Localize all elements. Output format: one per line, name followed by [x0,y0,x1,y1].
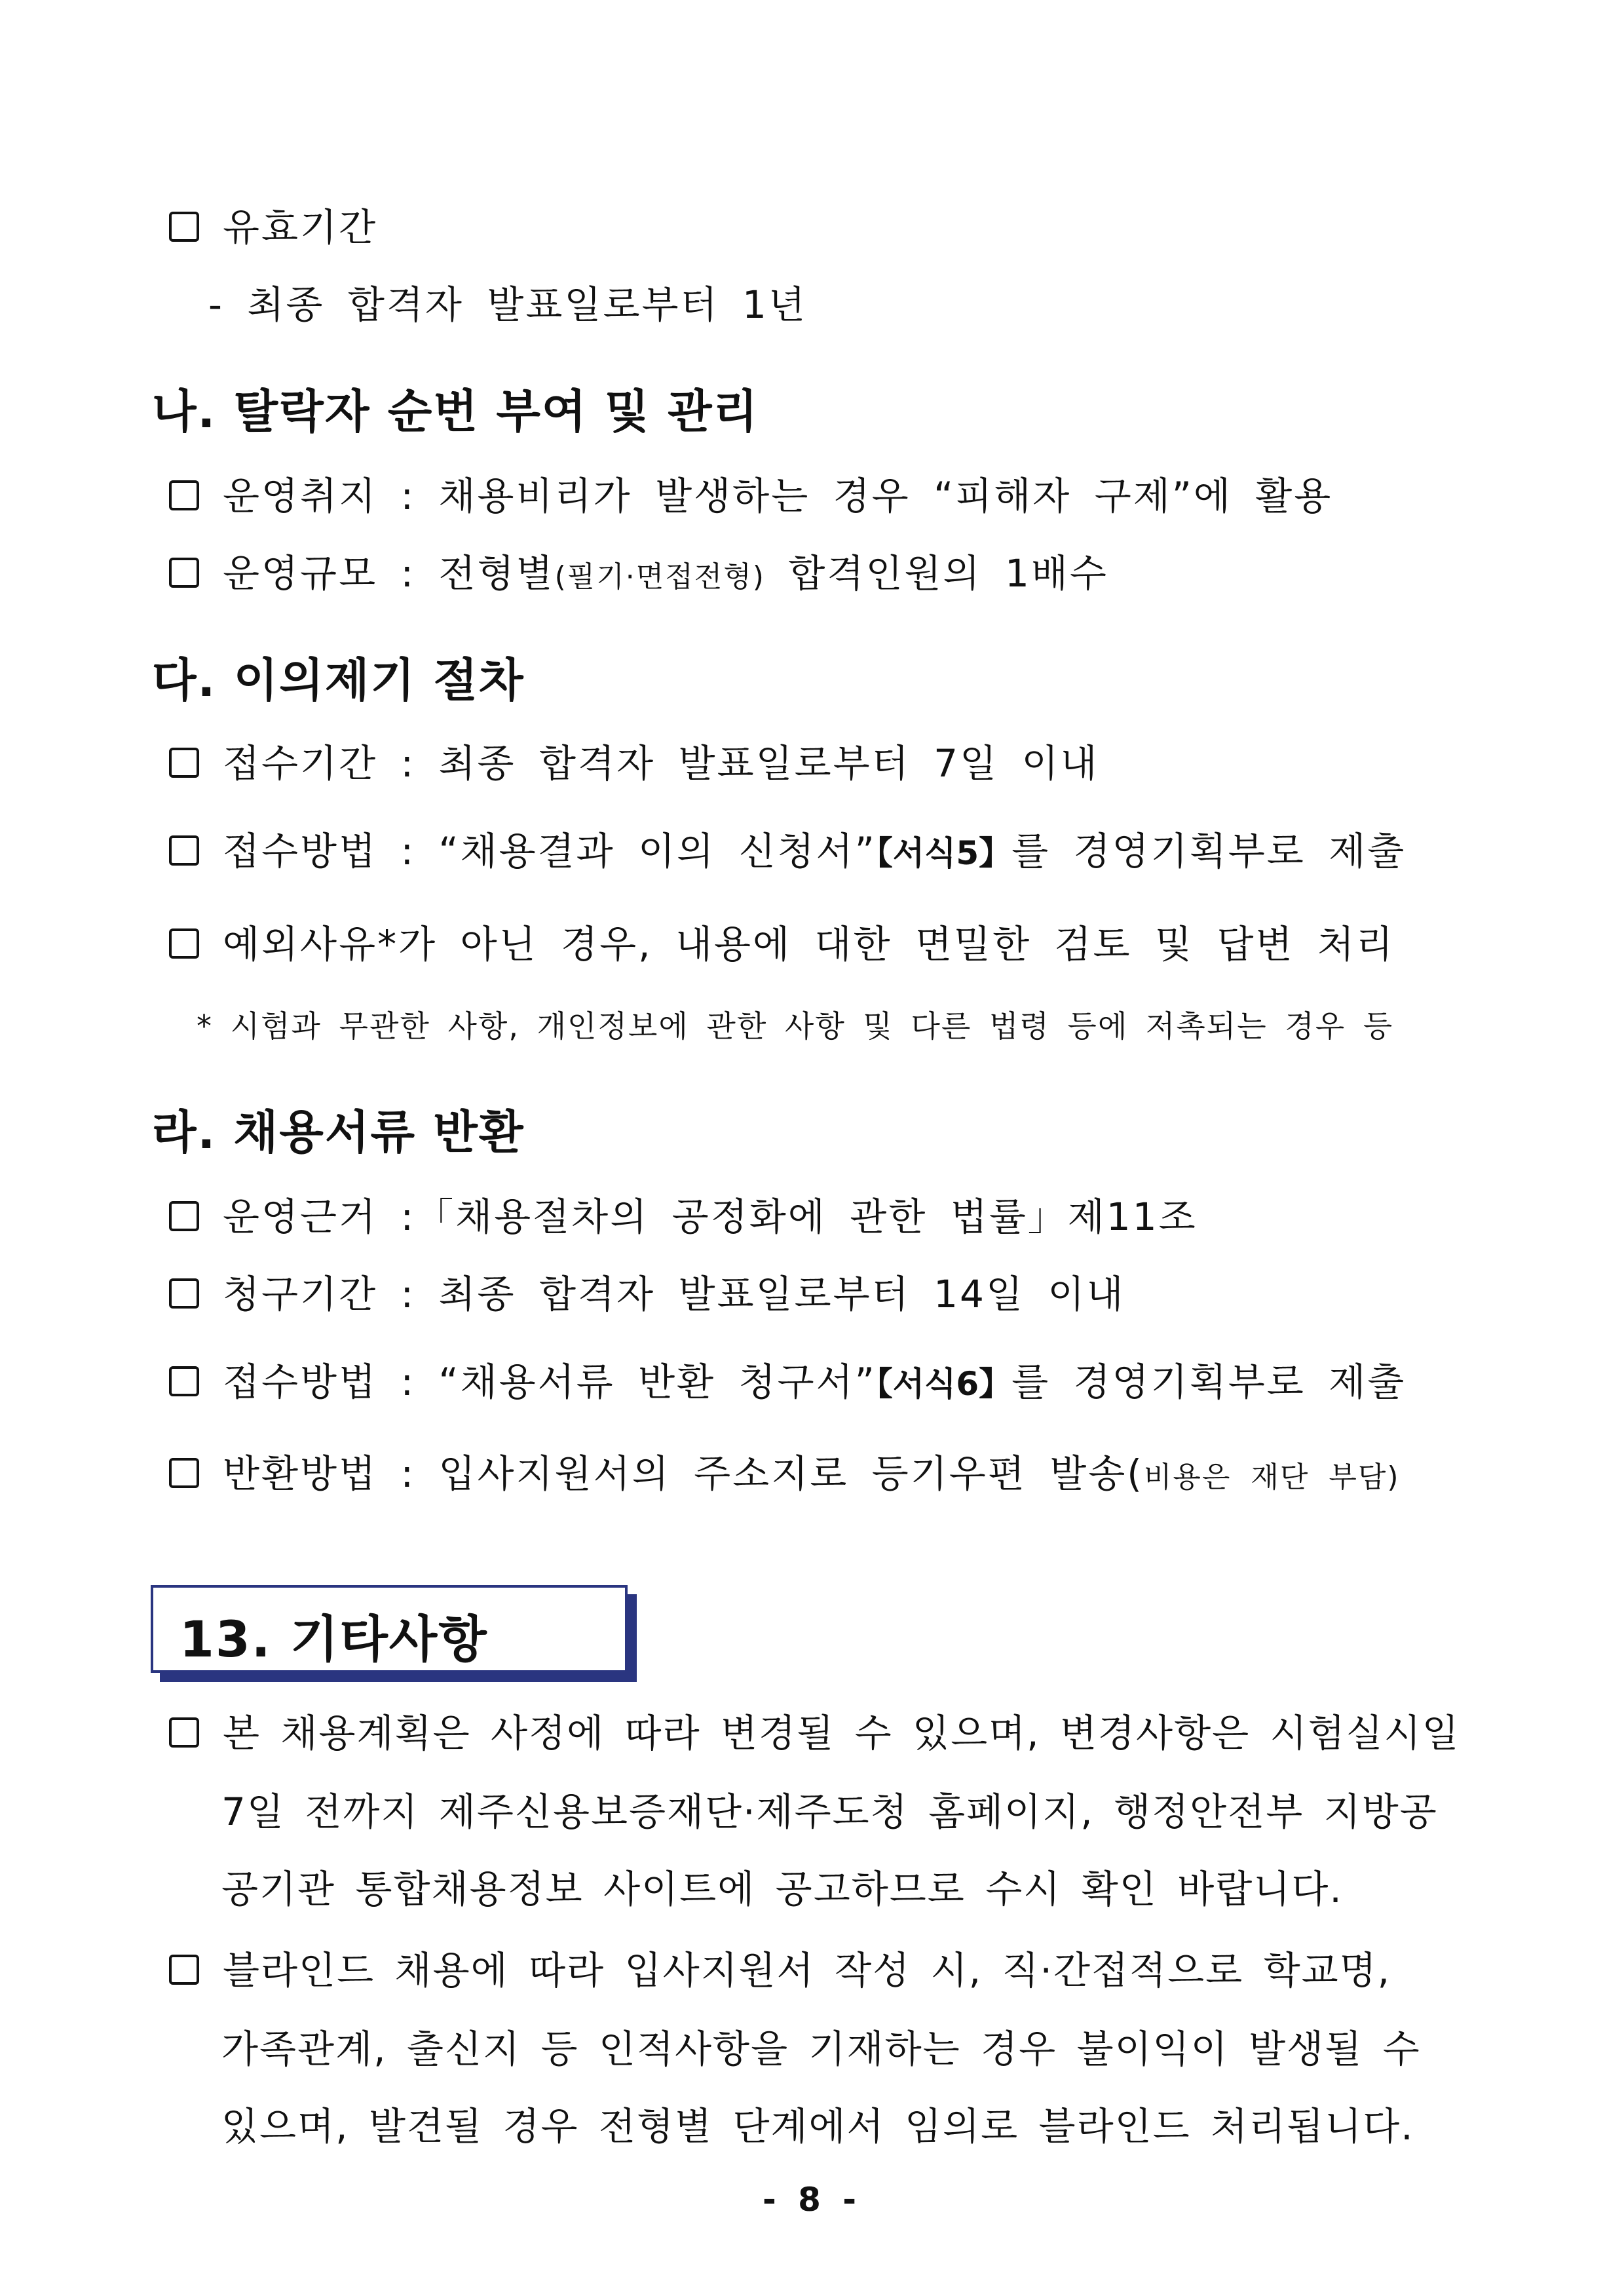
checkbox-icon [169,748,199,778]
checkbox-icon [169,480,199,510]
validity-detail: - 최종 합격자 발표일로부터 1년 [208,282,807,327]
section-na-item-1: 운영취지 : 채용비리가 발생하는 경우 “피해자 구제”에 활용 [169,465,1332,520]
checkbox-icon [169,928,199,959]
validity-title-line [169,197,377,252]
checkbox-icon [169,1717,199,1748]
section-ra-item-1: 운영근거 :「채용절차의 공정화에 관한 법률」제11조 [169,1186,1198,1241]
section-ra-heading: 라. 채용서류 반환 [152,1105,525,1159]
checkbox-icon [169,1955,199,1985]
checkbox-icon [169,835,199,866]
section-da-item-3: 예외사유*가 아닌 경우, 내용에 대한 면밀한 검토 및 답변 처리 [169,913,1395,968]
section-na-item-2: 운영규모 : 전형별(필기·면접전형) 합격인원의 1배수 [169,543,1108,598]
checkbox-icon [169,1366,199,1396]
validity-title: 유효기간 [223,205,378,250]
section-13-paragraph-1-line-1: 본 채용계획은 사정에 따라 변경될 수 있으며, 변경사항은 시험실시일 [169,1702,1460,1757]
section-da-note: * 시험과 무관한 사항, 개인정보에 관한 사항 및 다른 법령 등에 저촉되는 경우 등 [197,1008,1394,1044]
checkbox-icon [169,212,199,242]
section-13-paragraph-2-line-1: 블라인드 채용에 따라 입사지원서 작성 시, 직·간접적으로 학교명, [169,1940,1391,1995]
section-ra-item-4: 반환방법 : 입사지원서의 주소지로 등기우편 발송(비용은 재단 부담) [169,1443,1400,1498]
section-ra-item-2: 청구기간 : 최종 합격자 발표일로부터 14일 이내 [169,1263,1125,1318]
checkbox-icon [169,1278,199,1309]
section-13-title-box [151,1585,628,1673]
section-13-title: 13. 기타사항 [179,1610,488,1668]
section-da-heading: 다. 이의제기 절차 [152,653,525,707]
section-13-paragraph-2-line-2: 가족관계, 출신지 등 인적사항을 기재하는 경우 불이익이 발생될 수 [221,2027,1421,2071]
section-13-paragraph-1-line-3: 공기관 통합채용정보 사이트에 공고하므로 수시 확인 바랍니다. [221,1867,1343,1911]
checkbox-icon [169,1458,199,1488]
section-ra-item-3: 접수방법 : “채용서류 반환 청구서”【서식6】를 경영기획부로 제출 [169,1351,1406,1406]
page-number: - 8 - [762,2181,862,2219]
section-da-item-2: 접수방법 : “채용결과 이의 신청서”【서식5】를 경영기획부로 제출 [169,820,1406,875]
section-13-paragraph-2-line-3: 있으며, 발견될 경우 전형별 단계에서 임의로 블라인드 처리됩니다. [221,2104,1414,2149]
section-da-item-1: 접수기간 : 최종 합격자 발표일로부터 7일 이내 [169,733,1099,788]
section-na-heading: 나. 탈락자 순번 부여 및 관리 [152,385,759,438]
checkbox-icon [169,558,199,588]
checkbox-icon [169,1201,199,1231]
section-13-paragraph-1-line-2: 7일 전까지 제주신용보증재단·제주도청 홈페이지, 행정안전부 지방공 [221,1789,1438,1834]
